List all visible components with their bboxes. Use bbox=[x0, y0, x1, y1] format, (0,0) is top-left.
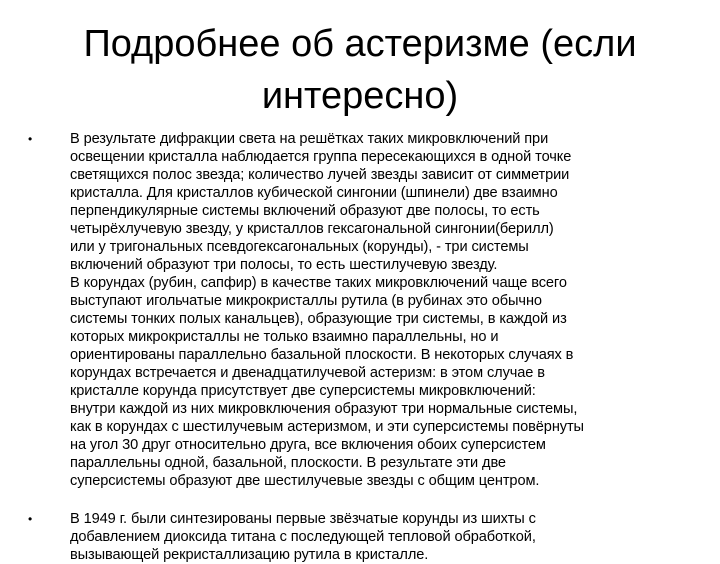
paragraph-line: или у тригональных псевдогексагональных (корунды), - три системы bbox=[70, 239, 529, 255]
paragraph-line: системы тонких полых канальцев), образующие три системы, в каждой из bbox=[70, 311, 567, 327]
bullet-icon: • bbox=[28, 132, 33, 146]
paragraph-line: перпендикулярные системы включений образуют две полосы, то есть bbox=[70, 203, 540, 219]
paragraph-line: В результате дифракции света на решётках таких микровключений при bbox=[70, 131, 549, 147]
paragraph-line: как в корундах с шестилучевым астеризмом, и эти суперсистемы повёрнуты bbox=[70, 419, 584, 435]
paragraph-line: В 1949 г. были синтезированы первые звёзчатые корунды из шихты с bbox=[70, 511, 536, 527]
slide-title bbox=[40, 18, 680, 122]
paragraph-line: светящихся полос звезда; количество лучей звезды зависит от симметрии bbox=[70, 167, 570, 183]
paragraph-line: суперсистемы образуют две шестилучевые звезды с общим центром. bbox=[70, 473, 540, 489]
paragraph-line: корундах встречается и двенадцатилучевой астеризм: в этом случае в bbox=[70, 365, 545, 381]
bullet-item-asterism-details bbox=[28, 130, 698, 490]
paragraph-line: добавлением диоксида титана с последующей тепловой обработкой, bbox=[70, 529, 536, 545]
title-line: интересно) bbox=[261, 75, 459, 117]
bullet-item-synthesis-1949 bbox=[28, 510, 698, 564]
paragraph-line: которых микрокристаллы не только взаимно параллельны, но и bbox=[70, 329, 499, 345]
paragraph-line: освещении кристалла наблюдается группа пересекающихся в одной точке bbox=[70, 149, 572, 165]
paragraph-line: внутри каждой из них микровключения образуют три нормальные системы, bbox=[70, 401, 578, 417]
paragraph-line: ориентированы параллельно базальной плоскости. В некоторых случаях в bbox=[70, 347, 574, 363]
title-line: Подробнее об астеризме (если bbox=[83, 23, 637, 65]
paragraph-line: кристалла. Для кристаллов кубической сингонии (шпинели) две взаимно bbox=[70, 185, 558, 201]
paragraph-line: кристалле корунда присутствует две суперсистемы микровключений: bbox=[70, 383, 536, 399]
bullet-list bbox=[28, 130, 698, 564]
paragraph-line: включений образуют три полосы, то есть шестилучевую звезду. bbox=[70, 257, 498, 273]
paragraph-line: четырёхлучевую звезду, у кристаллов гексагональной сингонии(берилл) bbox=[70, 221, 554, 237]
paragraph-line: параллельны одной, базальной, плоскости. В результате эти две bbox=[70, 455, 506, 471]
paragraph-line: на угол 30 друг относительно друга, все включения обоих суперсистем bbox=[70, 437, 546, 453]
paragraph-line: выступают игольчатые микрокристаллы рутила (в рубинах это обычно bbox=[70, 293, 542, 309]
paragraph-line: В корундах (рубин, сапфир) в качестве таких микровключений чаще всего bbox=[70, 275, 567, 291]
bullet-icon: • bbox=[28, 512, 33, 526]
paragraph-line: вызывающей рекристаллизацию рутила в кристалле. bbox=[70, 547, 429, 563]
